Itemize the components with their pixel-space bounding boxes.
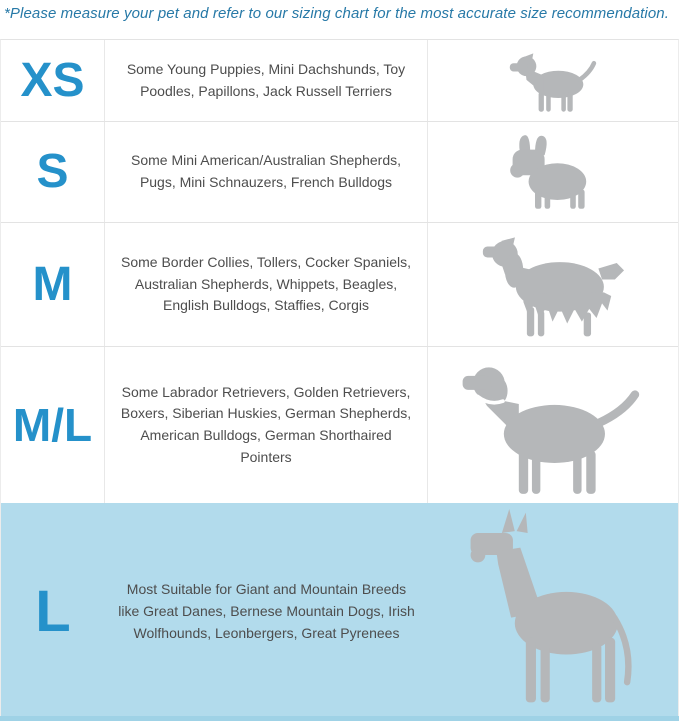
great-dane-silhouette-icon (463, 509, 643, 707)
labrador-silhouette-icon (457, 355, 649, 496)
description-cell (105, 40, 428, 121)
size-row-m (1, 223, 678, 347)
breeds-description-s: Some Mini American/Australian Shepherds, Pugs, Mini Schnauzers, French Bulldogs (130, 152, 402, 190)
size-row-l-highlighted (1, 503, 678, 721)
dog-image-cell (428, 223, 678, 346)
description-cell (105, 347, 428, 503)
size-label-m: M (32, 257, 73, 311)
size-label-ml: M/L (12, 399, 93, 451)
size-row-xs (1, 40, 678, 122)
dog-image-cell (428, 347, 678, 503)
dog-image-cell (428, 503, 678, 721)
size-cell (1, 347, 105, 503)
size-cell (1, 503, 105, 721)
terrier-silhouette-icon (501, 45, 605, 117)
french-bulldog-silhouette-icon (503, 132, 603, 212)
breeds-description-xs: Some Young Puppies, Mini Dachshunds, Toy Poodles, Papillons, Jack Russell Terriers (126, 60, 406, 99)
size-table (0, 39, 679, 721)
cocker-spaniel-silhouette-icon (477, 230, 629, 340)
breeds-description-l: Most Suitable for Giant and Mountain Breeds like Great Danes, Bernese Mountain Dogs, Irish Wolfhounds, Leonbergers, Great Pyrenees (118, 581, 415, 641)
size-label-xs: XS (20, 53, 85, 107)
dog-image-cell (428, 122, 678, 222)
dog-image-cell (428, 40, 678, 121)
size-cell (1, 223, 105, 346)
size-label-s: S (36, 145, 69, 198)
breeds-description-ml: Some Labrador Retrievers, Golden Retrievers, Boxers, Siberian Huskies, German Shepherds, American Bulldogs, German Shorthaired Pointers (120, 383, 412, 465)
breeds-description-m: Some Border Collies, Tollers, Cocker Spaniels, Australian Shepherds, Whippets, Beagles, English Bulldogs, Staffies, Corgis (121, 253, 411, 314)
description-cell (105, 503, 428, 721)
description-cell (105, 122, 428, 222)
size-label-l: L (35, 579, 71, 644)
size-row-s (1, 122, 678, 223)
size-row-ml (1, 347, 678, 503)
measure-note: *Please measure your pet and refer to our sizing chart for the most accurate size recommendation. (4, 5, 670, 22)
description-cell (105, 223, 428, 346)
size-cell (1, 40, 105, 121)
highlight-bottom-strip (0, 716, 679, 721)
size-cell (1, 122, 105, 222)
